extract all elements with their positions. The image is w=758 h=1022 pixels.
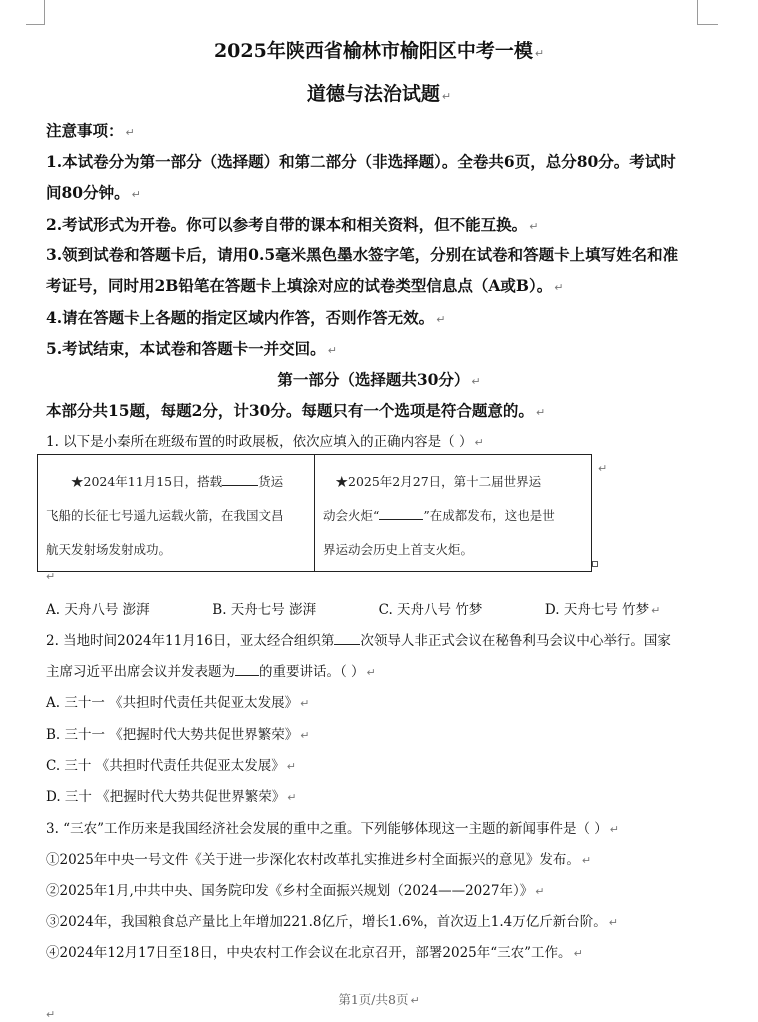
- fill-blank: [235, 662, 259, 676]
- table-resize-handle[interactable]: [592, 561, 598, 567]
- question-3-stem: 3. “三农”工作历来是我国经济社会发展的重中之重。下列能够体现这一主题的新闻事件是（ ） ↵: [46, 821, 619, 837]
- option-c[interactable]: C. 天舟八号 竹梦: [378, 602, 483, 618]
- paragraph-mark: ↵: [471, 375, 481, 388]
- question-2-option-a[interactable]: A. 三十一 《共担时代责任共促亚太发展》 ↵: [46, 695, 310, 711]
- fill-blank: [334, 631, 360, 645]
- news-cell-left: ★2024年11月15日，搭载 货运 飞船的长征七号遥九运载火箭，在我国文昌 航天发射场发射成功。: [38, 455, 315, 572]
- fill-blank: [222, 472, 258, 486]
- option-a[interactable]: A. 天舟八号 澎湃: [46, 602, 150, 618]
- notes-heading: 注意事项： ↵: [46, 121, 135, 140]
- paragraph-mark: ↵: [300, 729, 310, 742]
- paragraph-mark: ↵: [529, 220, 539, 233]
- paragraph-mark: ↵: [300, 697, 310, 710]
- question-1-options: [46, 598, 660, 618]
- question-3-item-3: ③2024年，我国粮食总产量比上年增加221.8亿斤，增长1.6%，首次迈上1.4万亿斤新台阶。 ↵: [46, 914, 618, 930]
- paragraph-mark: ↵: [410, 994, 420, 1007]
- question-1-stem: 1. 以下是小秦所在班级布置的时政展板，依次应填入的正确内容是（ ） ↵: [46, 434, 484, 450]
- section-title: 第一部分（选择题共30分） ↵: [277, 370, 481, 389]
- notes-item: 5.考试结束，本试卷和答题卡一并交回。 ↵: [46, 339, 337, 358]
- paragraph-mark: ↵: [581, 854, 592, 867]
- question-2-option-c[interactable]: C. 三十 《共担时代责任共促亚太发展》 ↵: [46, 758, 296, 774]
- notes-item: 考证号，同时用2B铅笔在答题卡上填涂对应的试卷类型信息点（A或B）。 ↵: [46, 276, 564, 295]
- option-d[interactable]: D. 天舟七号 竹梦: [544, 602, 650, 618]
- question-3-item-1: ①2025年中央一号文件《关于进一步深化农村改革扎实推进乡村全面振兴的意见》发布。 ↵: [46, 852, 592, 868]
- paragraph-mark: ↵: [131, 188, 141, 201]
- question-3-item-2: ②2025年1月,中共中央、国务院印发《乡村全面振兴规划（2024——2027年）》 ↵: [46, 883, 545, 899]
- paragraph-mark: ↵: [46, 1008, 56, 1021]
- notes-item: 间80分钟。 ↵: [46, 183, 141, 202]
- paragraph-mark: ↵: [573, 947, 583, 960]
- exam-title: 2025年陕西省榆林市榆阳区中考一模 ↵: [213, 40, 545, 62]
- paragraph-mark: ↵: [286, 760, 296, 773]
- paragraph-mark: ↵: [46, 570, 56, 583]
- paragraph-mark: ↵: [125, 126, 135, 139]
- paragraph-mark: ↵: [327, 344, 337, 357]
- option-b[interactable]: B. 天舟七号 澎湃: [212, 602, 317, 618]
- notes-item: 2.考试形式为开卷。你可以参考自带的课本和相关资料，但不能互换。 ↵: [46, 215, 539, 234]
- paragraph-mark: ↵: [535, 885, 545, 898]
- paragraph-mark: ↵: [441, 90, 452, 103]
- paragraph-mark-line: [44, 1004, 55, 1022]
- paragraph-mark-line: [44, 566, 55, 584]
- page-footer: 第1页/共8页 ↵: [338, 992, 420, 1007]
- paragraph-mark: ↵: [287, 791, 297, 804]
- page-corner-mark-right: [697, 0, 718, 25]
- notes-item: 1.本试卷分为第一部分（选择题）和第二部分（非选择题）。全卷共6页，总分80分。考试时: [46, 152, 676, 171]
- notes-item: 4.请在答题卡上各题的指定区域内作答，否则作答无效。 ↵: [46, 308, 446, 327]
- question-2-line-2: 主席习近平出席会议并发表题为 的重要讲话。（ ） ↵: [46, 664, 376, 680]
- question-2-line-1: 2. 当地时间2024年11月16日，亚太经合组织第 次领导人非正式会议在秘鲁利马会议中心举行。国家: [46, 633, 671, 649]
- paragraph-mark: ↵: [651, 604, 661, 617]
- section-instruction: 本部分共15题，每题2分，计30分。每题只有一个选项是符合题意的。 ↵: [46, 401, 546, 420]
- notes-item: 3.领到试卷和答题卡后，请用0.5毫米黑色墨水签字笔，分别在试卷和答题卡上填写姓名和准: [46, 245, 679, 264]
- page-corner-mark-left: [26, 0, 45, 25]
- question-3-item-4: ④2024年12月17日至18日，中央农村工作会议在北京召开，部署2025年“三农”工作。 ↵: [46, 945, 583, 961]
- paragraph-mark: ↵: [436, 313, 446, 326]
- paragraph-mark: ↵: [366, 666, 376, 679]
- fill-blank: [379, 506, 423, 520]
- news-cell-right: ★2025年2月27日，第十二届世界运 动会火炬“ ”在成都发布，这也是世 界运动会历史上首支火炬。: [315, 455, 592, 572]
- paragraph-mark: ↵: [474, 436, 484, 449]
- row-end-mark: ↵: [598, 462, 608, 475]
- question-2-option-b[interactable]: B. 三十一 《把握时代大势共促世界繁荣》 ↵: [46, 727, 310, 743]
- question-2-option-d[interactable]: D. 三十 《把握时代大势共促世界繁荣》 ↵: [46, 789, 297, 805]
- paragraph-mark: ↵: [554, 281, 564, 294]
- paragraph-mark: ↵: [535, 406, 546, 419]
- paragraph-mark: ↵: [534, 47, 545, 60]
- paragraph-mark: ↵: [608, 916, 618, 929]
- paragraph-mark: ↵: [609, 823, 619, 836]
- exam-subtitle: 道德与法治试题 ↵: [306, 83, 452, 105]
- news-board-table: [37, 454, 592, 572]
